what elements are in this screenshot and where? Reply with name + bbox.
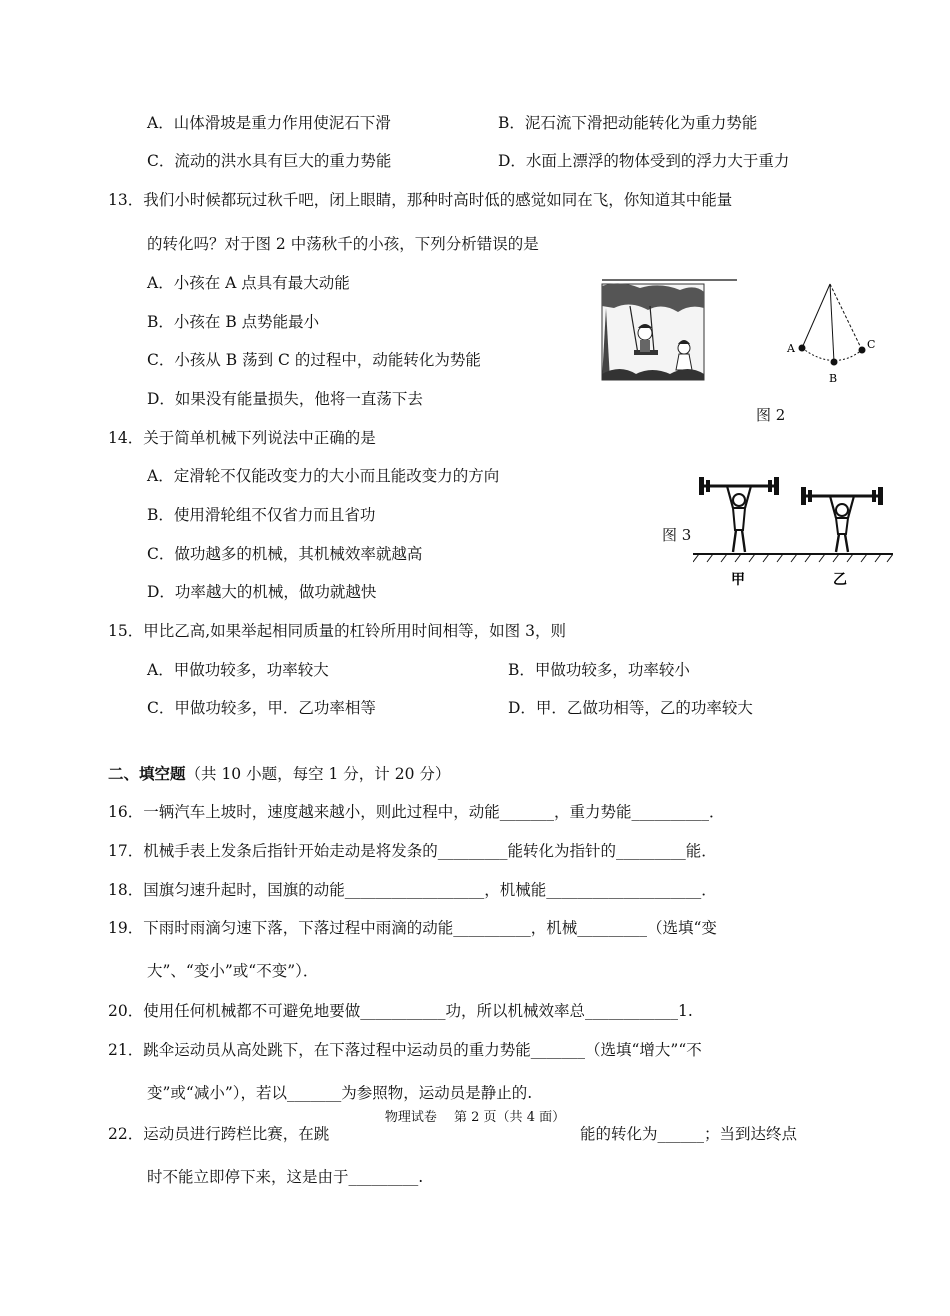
q13-option-c: C．小孩从 B 荡到 C 的过程中，动能转化为势能 <box>147 351 481 369</box>
point-b-label: B <box>829 372 838 385</box>
q13-option-b: B．小孩在 B 点势能最小 <box>147 313 320 331</box>
q15-option-d: D．甲．乙做功相等，乙的功率较大 <box>508 699 753 717</box>
q14-option-b: B．使用滑轮组不仅省力而且省功 <box>147 506 376 524</box>
q21-line1: 21．跳伞运动员从高处跳下，在下落过程中运动员的重力势能_______（选填“增大”“不 <box>108 1041 702 1059</box>
q15-option-a: A．甲做功较多，功率较大 <box>147 661 329 679</box>
page-footer: 物理试卷 第 2 页（共 4 面） <box>384 1110 566 1125</box>
pendulum-diagram <box>782 280 882 390</box>
q15-stem: 15．甲比乙高,如果举起相同质量的杠铃所用时间相等，如图 3，则 <box>108 622 566 640</box>
q16: 16．一辆汽车上坡时，速度越来越小，则此过程中，动能_______，重力势能__________． <box>108 803 725 821</box>
section-2-note: （共 10 小题，每空 1 分，计 20 分） <box>185 765 451 783</box>
label-yi: 乙 <box>833 572 847 588</box>
q20: 20．使用任何机械都不可避免地要做___________功，所以机械效率总____________1. <box>108 1002 693 1020</box>
section-2-title: 二、填空题 <box>108 764 186 783</box>
q12-option-c: C．流动的洪水具有巨大的重力势能 <box>147 152 392 170</box>
q12-option-d: D．水面上漂浮的物体受到的浮力大于重力 <box>498 152 790 170</box>
label-jia: 甲 <box>731 572 745 588</box>
q19-line2: 大”、“变小”或“不变”）． <box>147 962 319 980</box>
q13-stem-line1: 13．我们小时候都玩过秋千吧，闭上眼睛，那种时高时低的感觉如同在飞，你知道其中能量 <box>108 191 733 209</box>
q21-line2: 变”或“减小”），若以_______为参照物，运动员是静止的. <box>147 1084 533 1102</box>
q22-line2: 时不能立即停下来，这是由于_________. <box>147 1168 424 1186</box>
swing-illustration <box>600 278 740 382</box>
figure-3-caption: 图 3 <box>662 526 692 544</box>
point-c-label: C <box>867 338 876 351</box>
q13-option-a: A．小孩在 A 点具有最大动能 <box>147 274 350 292</box>
q15-option-b: B．甲做功较多，功率较小 <box>508 661 690 679</box>
q22-line1-left: 22．运动员进行跨栏比赛，在跳 <box>108 1125 330 1143</box>
q18: 18．国旗匀速升起时，国旗的动能__________________，机械能____________________． <box>108 881 717 899</box>
q12-option-b: B．泥石流下滑把动能转化为重力势能 <box>498 114 758 132</box>
section-2-heading <box>108 764 450 784</box>
q14-option-c: C．做功越多的机械，其机械效率就越高 <box>147 545 423 563</box>
q19-line1: 19．下雨时雨滴匀速下落，下落过程中雨滴的动能__________，机械_________（选填“变 <box>108 919 717 937</box>
q14-option-d: D．功率越大的机械，做功就越快 <box>147 583 377 601</box>
point-a-label: A <box>787 342 795 355</box>
q14-stem: 14．关于简单机械下列说法中正确的是 <box>108 429 376 447</box>
q13-stem-line2: 的转化吗？对于图 2 中荡秋千的小孩，下列分析错误的是 <box>147 235 539 253</box>
q12-option-a: A．山体滑坡是重力作用使泥石下滑 <box>147 114 391 132</box>
q17: 17．机械手表上发条后指针开始走动是将发条的_________能转化为指针的_________能． <box>108 842 717 860</box>
q22-line1-right: 能的转化为______；当到达终点 <box>580 1125 798 1143</box>
q15-option-c: C．甲做功较多，甲．乙功率相等 <box>147 699 376 717</box>
figure-2-caption: 图 2 <box>756 406 786 424</box>
weightlifters-illustration <box>693 472 893 600</box>
q14-option-a: A．定滑轮不仅能改变力的大小而且能改变力的方向 <box>147 467 500 485</box>
q13-option-d: D．如果没有能量损失，他将一直荡下去 <box>147 390 423 408</box>
